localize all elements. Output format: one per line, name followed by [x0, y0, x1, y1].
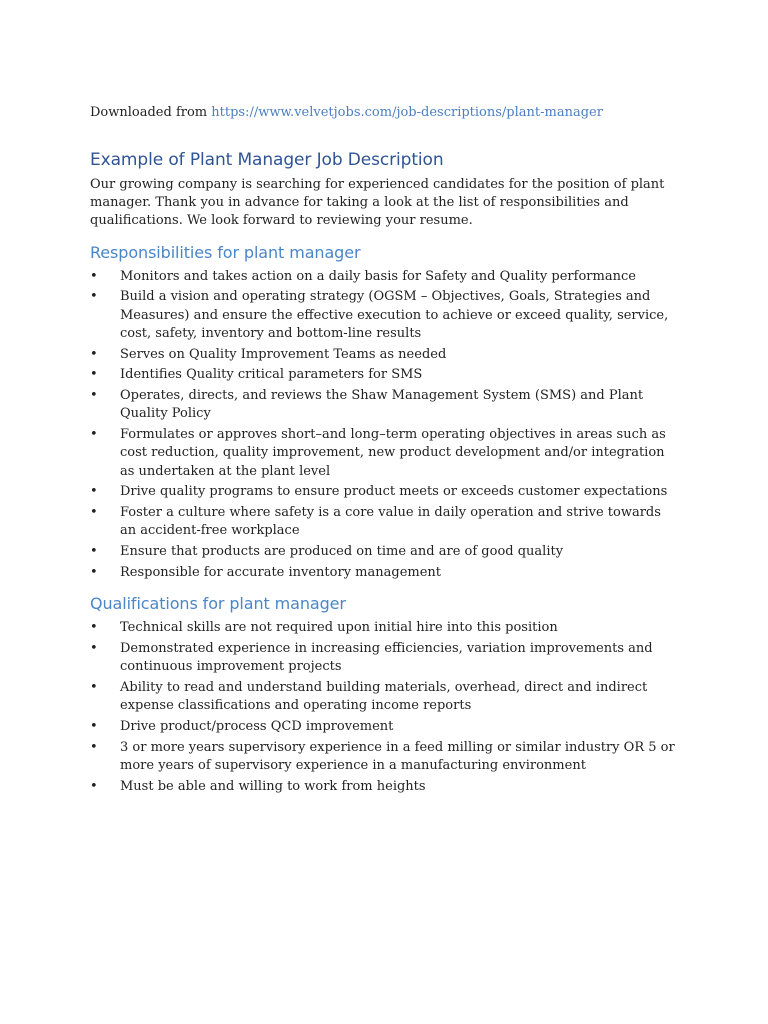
list-item-text: Build a vision and operating strategy (OGSM – Objectives, Goals, Strategies and Measures) and ensure the effective execution to achieve or exceed quality, service, cost, safety, inventory and bottom-line results	[120, 289, 669, 341]
list-item	[90, 778, 680, 796]
list-item-text: Operates, directs, and reviews the Shaw Management System (SMS) and Plant Quality Policy	[120, 388, 644, 422]
list-item	[90, 366, 680, 384]
list-item-text: Responsible for accurate inventory management	[120, 565, 442, 580]
bullet-icon: •	[90, 680, 98, 695]
list-item	[90, 739, 680, 775]
document-page	[90, 104, 680, 799]
list-item	[90, 346, 680, 364]
list-item-text: Demonstrated experience in increasing efficiencies, variation improvements and continuous improvement projects	[120, 641, 653, 675]
list-item	[90, 504, 680, 540]
list-item-text: Technical skills are not required upon initial hire into this position	[120, 620, 558, 636]
list-item-text: Ensure that products are produced on time and are of good quality	[120, 544, 564, 560]
list-item-text: Formulates or approves short–and long–term operating objectives in areas such as cost reduction, quality improvement, new product development and/or integration as undertaken at the plant level	[120, 427, 666, 479]
list-item	[90, 564, 680, 582]
list-item	[90, 288, 680, 343]
bullet-icon: •	[90, 484, 98, 500]
bullet-icon: •	[90, 346, 98, 362]
list-item-text: Drive quality programs to ensure product meets or exceeds customer expectations	[120, 484, 668, 500]
bullet-icon: •	[90, 641, 98, 656]
list-item-text: Must be able and willing to work from heights	[120, 778, 426, 794]
list-item	[90, 640, 680, 676]
list-item	[90, 619, 680, 637]
source-link[interactable]: https://www.velvetjobs.com/job-descriptions/plant-manager	[211, 105, 603, 120]
list-item-text: Serves on Quality Improvement Teams as needed	[120, 346, 447, 362]
responsibilities-list	[90, 268, 680, 583]
list-item-text: Identifies Quality critical parameters for SMS	[120, 367, 423, 383]
bullet-icon: •	[90, 427, 98, 443]
list-item	[90, 387, 680, 423]
source-line	[90, 104, 680, 122]
list-item	[90, 718, 680, 736]
list-item	[90, 483, 680, 501]
list-item-text: Monitors and takes action on a daily basis for Safety and Quality performance	[120, 268, 636, 284]
qualifications-heading: Qualifications for plant manager	[90, 594, 346, 614]
bullet-icon: •	[90, 620, 98, 636]
list-item	[90, 543, 680, 561]
bullet-icon: •	[90, 289, 98, 305]
list-item-text: 3 or more years supervisory experience in a feed milling or similar industry OR 5 or more years of supervisory experience in a manufacturing environment	[120, 739, 675, 773]
bullet-icon: •	[90, 367, 98, 383]
list-item	[90, 679, 680, 715]
bullet-icon: •	[90, 505, 98, 521]
bullet-icon: •	[90, 565, 98, 580]
bullet-icon: •	[90, 544, 98, 560]
bullet-icon: •	[90, 739, 98, 755]
bullet-icon: •	[90, 268, 98, 284]
bullet-icon: •	[90, 388, 98, 404]
responsibilities-heading: Responsibilities for plant manager	[90, 242, 361, 262]
bullet-icon: •	[90, 719, 98, 734]
qualifications-list	[90, 619, 680, 796]
source-prefix: Downloaded from	[90, 105, 212, 120]
list-item-text: Ability to read and understand building materials, overhead, direct and indirect expense classifications and operating income reports	[120, 680, 648, 714]
list-item	[90, 268, 680, 286]
intro-paragraph: Our growing company is searching for experienced candidates for the position of plant manager. Thank you in advance for taking a look at the list of responsibilities and qualifications. We look forward to reviewing your resume.	[90, 177, 665, 229]
page-title: Example of Plant Manager Job Description	[90, 150, 444, 170]
list-item-text: Drive product/process QCD improvement	[120, 719, 394, 734]
list-item	[90, 426, 680, 481]
list-item-text: Foster a culture where safety is a core value in daily operation and strive towards an accident-free workplace	[120, 505, 661, 539]
bullet-icon: •	[90, 778, 98, 794]
